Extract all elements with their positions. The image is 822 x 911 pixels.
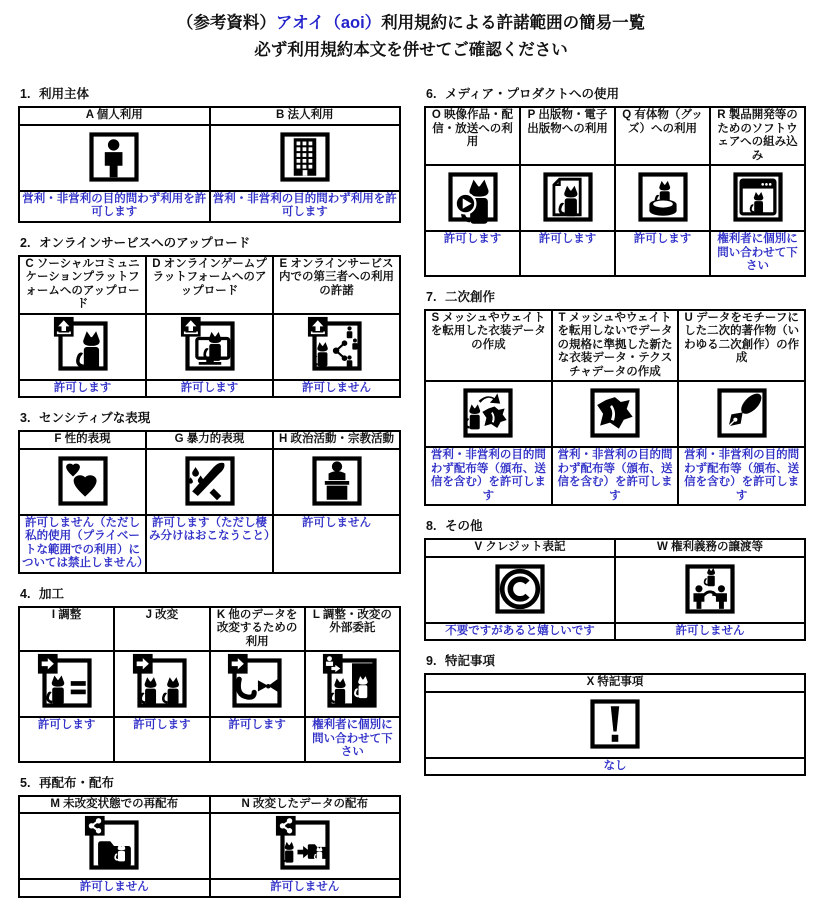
cell-permission-e: 許可しません — [273, 380, 400, 398]
section-title: 特記事項 — [445, 654, 496, 668]
title-product-name: アオイ（aoi） — [275, 14, 382, 32]
cell-icon-e — [273, 314, 400, 380]
cell-permission-g: 許可します（ただし棲み分けはおこなうこと） — [146, 515, 273, 573]
cell-icon-v — [425, 557, 615, 623]
cell-header-k: K 他のデータを改変するための利用 — [210, 607, 305, 652]
right-column — [424, 84, 806, 786]
permission-table — [18, 106, 401, 223]
section-9 — [424, 651, 806, 776]
section-6 — [424, 84, 806, 277]
cell-icon-p — [520, 165, 615, 231]
section-title: 二次創作 — [445, 289, 496, 304]
cell-icon-a — [19, 125, 210, 191]
cell-icon-r — [710, 165, 805, 231]
cell-header-p: P 出版物・電子出版物への利用 — [520, 107, 615, 165]
permission-table — [424, 309, 806, 507]
cell-header-b: B 法人利用 — [210, 107, 401, 125]
cell-header-i: I 調整 — [19, 607, 114, 652]
section-2 — [18, 233, 401, 399]
cell-permission-p: 許可します — [520, 231, 615, 276]
section-heading — [426, 84, 806, 102]
cell-header-f: F 性的表現 — [19, 431, 146, 449]
cell-icon-l — [305, 651, 400, 717]
exclamation-icon — [585, 694, 645, 754]
section-heading — [20, 773, 401, 791]
cell-header-e: E オンラインサービス内での第三者への利用の許諾 — [273, 256, 400, 314]
section-3 — [18, 408, 401, 574]
cell-permission-s: 営利・非営利の目的問わず配布等（頒布、送信を含む）を許可します — [425, 447, 552, 505]
cell-permission-n: 許可しません — [210, 879, 401, 897]
cell-permission-i: 許可します — [19, 717, 114, 762]
cell-permission-x: なし — [425, 758, 805, 776]
copyright-icon — [490, 559, 550, 619]
cell-icon-n — [210, 813, 401, 879]
section-number: 2. — [20, 235, 31, 250]
section-heading — [20, 84, 401, 102]
section-1 — [18, 84, 401, 223]
section-heading — [426, 516, 806, 534]
cat-upload-icon — [53, 316, 113, 376]
permission-table — [424, 538, 806, 641]
cell-header-x: X 特記事項 — [425, 674, 805, 692]
section-number: 1. — [20, 87, 31, 101]
section-title: 利用主体 — [39, 87, 90, 101]
knife-blood-icon — [180, 451, 240, 511]
cell-icon-t — [552, 381, 679, 447]
cell-permission-k: 許可します — [210, 717, 305, 762]
title-prefix: （参考資料） — [176, 14, 276, 32]
section-5 — [18, 773, 401, 898]
cell-icon-m — [19, 813, 210, 879]
cell-header-q: Q 有体物（グッズ）への利用 — [615, 107, 710, 165]
cell-permission-o: 許可します — [425, 231, 520, 276]
permission-table — [18, 255, 401, 399]
cell-header-a: A 個人利用 — [19, 107, 210, 125]
section-number: 5. — [20, 775, 31, 790]
cell-icon-j — [114, 651, 209, 717]
cell-header-s: S メッシュやウェイトを転用した衣装データの作成 — [425, 310, 552, 382]
arrow-two-cats-icon — [132, 653, 192, 713]
cell-icon-i — [19, 651, 114, 717]
hearts-icon — [53, 451, 113, 511]
section-title: メディア・プロダクトへの使用 — [445, 87, 620, 101]
section-number: 6. — [426, 87, 437, 101]
cell-permission-l: 権利者に個別に問い合わせて下さい — [305, 717, 400, 762]
section-number: 8. — [426, 519, 437, 533]
cell-icon-x — [425, 692, 805, 758]
permission-table — [424, 673, 806, 776]
section-heading — [426, 651, 806, 669]
title-line-1 — [0, 10, 822, 37]
building-icon — [275, 127, 335, 187]
fountain-pen-icon — [712, 383, 772, 443]
share-cat-arrow-folder-icon — [275, 815, 335, 875]
cell-header-d: D オンラインゲームプラットフォームへのアップロード — [146, 256, 273, 314]
section-title: オンラインサービスへのアップロード — [39, 235, 251, 250]
cell-permission-j: 許可します — [114, 717, 209, 762]
cell-icon-c — [19, 314, 146, 380]
cat-play-icon — [443, 167, 503, 227]
cell-icon-h — [273, 449, 400, 515]
browser-cat-icon — [728, 167, 788, 227]
cell-header-n: N 改変したデータの配布 — [210, 796, 401, 814]
section-8 — [424, 516, 806, 641]
cell-header-c: C ソーシャルコミュニケーションプラットフォームへのアップロード — [19, 256, 146, 314]
title-suffix: 利用規約による許諾範囲の簡易一覧 — [381, 14, 646, 32]
cell-permission-m: 許可しません — [19, 879, 210, 897]
cell-header-o: O 映像作品・配信・放送への利用 — [425, 107, 520, 165]
section-title: 再配布・配布 — [39, 775, 115, 790]
cell-icon-f — [19, 449, 146, 515]
cell-permission-u: 営利・非営利の目的問わず配布等（頒布、送信を含む）を許可します — [678, 447, 805, 505]
clothes-icon — [585, 383, 645, 443]
cell-icon-w — [615, 557, 805, 623]
arrow-cat-bow-icon — [227, 653, 287, 713]
page-title — [0, 10, 822, 64]
cell-permission-w: 許可しません — [615, 623, 805, 641]
section-title: 加工 — [39, 586, 65, 601]
cell-icon-u — [678, 381, 805, 447]
share-folder-cat-icon — [84, 815, 144, 875]
cell-icon-d — [146, 314, 273, 380]
cat-two-people-icon — [680, 559, 740, 619]
cell-permission-r: 権利者に個別に問い合わせて下さい — [710, 231, 805, 276]
section-number: 3. — [20, 411, 31, 425]
person-icon — [84, 127, 144, 187]
section-heading — [20, 584, 401, 602]
section-heading — [20, 233, 401, 251]
cell-permission-c: 許可します — [19, 380, 146, 398]
title-line-2: 必ず利用規約本文を併せてご確認ください — [254, 41, 568, 59]
cell-header-u: U データをモチーフにした二次的著作物（いわゆる二次創作）の作成 — [678, 310, 805, 382]
document-cat-icon — [538, 167, 598, 227]
cat-monitor-upload-icon — [180, 316, 240, 376]
cell-icon-g — [146, 449, 273, 515]
cell-header-v: V クレジット表記 — [425, 539, 615, 557]
cat-figurine-icon — [633, 167, 693, 227]
cell-icon-s — [425, 381, 552, 447]
cell-header-m: M 未改変状態での再配布 — [19, 796, 210, 814]
section-4 — [18, 584, 401, 763]
permission-table — [424, 106, 806, 277]
cell-permission-f: 許可しません（ただし私的使用（プライベートな範囲での利用）については禁止しません） — [19, 515, 146, 573]
cell-icon-o — [425, 165, 520, 231]
cell-header-l: L 調整・改変の外部委託 — [305, 607, 400, 652]
cell-header-t: T メッシュやウェイトを転用しないでデータの規格に準拠した新たな衣装データ・テクスチャデータの作成 — [552, 310, 679, 382]
permission-table — [18, 430, 401, 574]
section-title: その他 — [445, 519, 483, 533]
section-number: 9. — [426, 654, 437, 668]
cell-icon-q — [615, 165, 710, 231]
section-heading — [426, 287, 806, 305]
outsource-cats-icon — [322, 653, 382, 713]
section-number: 4. — [20, 586, 31, 601]
section-number: 7. — [426, 289, 437, 304]
cell-permission-a: 営利・非営利の目的問わず利用を許可します — [19, 191, 210, 222]
cell-icon-k — [210, 651, 305, 717]
cell-permission-b: 営利・非営利の目的問わず利用を許可します — [210, 191, 401, 222]
cat-arrow-clothes-icon — [458, 383, 518, 443]
cell-header-w: W 権利義務の譲渡等 — [615, 539, 805, 557]
cell-permission-t: 営利・非営利の目的問わず配布等（頒布、送信を含む）を許可します — [552, 447, 679, 505]
cell-header-j: J 改変 — [114, 607, 209, 652]
cell-permission-q: 許可します — [615, 231, 710, 276]
left-column — [18, 84, 401, 908]
cell-permission-h: 許可しません — [273, 515, 400, 573]
cell-permission-v: 不要ですがあると嬉しいです — [425, 623, 615, 641]
cell-permission-d: 許可します — [146, 380, 273, 398]
arrow-cat-equals-icon — [37, 653, 97, 713]
cat-share-people-icon — [307, 316, 367, 376]
permission-table — [18, 795, 401, 898]
cell-header-h: H 政治活動・宗教活動 — [273, 431, 400, 449]
podium-speaker-icon — [307, 451, 367, 511]
cell-header-r: R 製品開発等のためのソフトウェアへの組み込み — [710, 107, 805, 165]
permission-table — [18, 606, 401, 763]
cell-icon-b — [210, 125, 401, 191]
section-title: センシティブな表現 — [39, 411, 151, 425]
section-heading — [20, 408, 401, 426]
cell-header-g: G 暴力的表現 — [146, 431, 273, 449]
section-7 — [424, 287, 806, 507]
